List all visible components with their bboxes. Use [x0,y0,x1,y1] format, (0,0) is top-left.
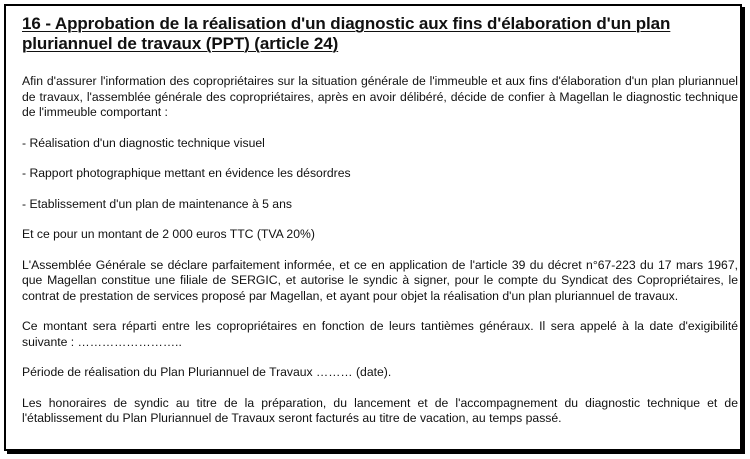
list-item-photo-report: - Rapport photographique mettant en évidence les désordres [22,166,351,180]
list-item-diagnostic: - Réalisation d'un diagnostic technique visuel [22,135,265,150]
list-item-maintenance-plan: - Etablissement d'un plan de maintenance à 5 ans [22,196,292,211]
resolution-title: 16 - Approbation de la réalisation d'un diagnostic aux fins d'élaboration d'un plan pluriannuel de travaux (PPT) (article 24) [22,14,671,53]
document-frame [4,4,742,451]
amount-paragraph: Et ce pour un montant de 2 000 euros TTC (TVA 20%) [22,227,315,241]
allocation-paragraph: Ce montant sera réparti entre les copropriétaires en fonction de leurs tantièmes généraux. Il sera appelé à la date d'exigibilité suivante : …………………….. [22,319,738,349]
intro-paragraph: Afin d'assurer l'information des copropriétaires sur la situation générale de l'immeuble et aux fins d'élaboration d'un plan pluriannuel de travaux, l'assemblée générale des copropriétaires, après en avoir délibéré, décide de confier à Magellan le diagnostic technique de l'immeuble comportant : [22,74,738,119]
fees-paragraph: Les honoraires de syndic au titre de la préparation, du lancement et de l'accompagnement du diagnostic technique et de l'établissement du Plan Pluriannuel de Travaux seront facturés au titre de vacation, au temps passé. [22,395,738,425]
period-paragraph: Période de réalisation du Plan Pluriannuel de Travaux ……… (date). [22,365,392,379]
resolution-body [22,74,738,442]
legal-paragraph: L'Assemblée Générale se déclare parfaitement informée, et ce en application de l'article 39 du décret n°67-223 du 17 mars 1967, que Magellan constitue une filiale de SERGIC, et autorise le syndic à signer, pour le compte du Syndicat des Copropriétaires, le contrat de prestation de services proposé par Magellan, et ayant pour objet la réalisation d'un plan pluriannuel de travaux. [22,257,738,303]
